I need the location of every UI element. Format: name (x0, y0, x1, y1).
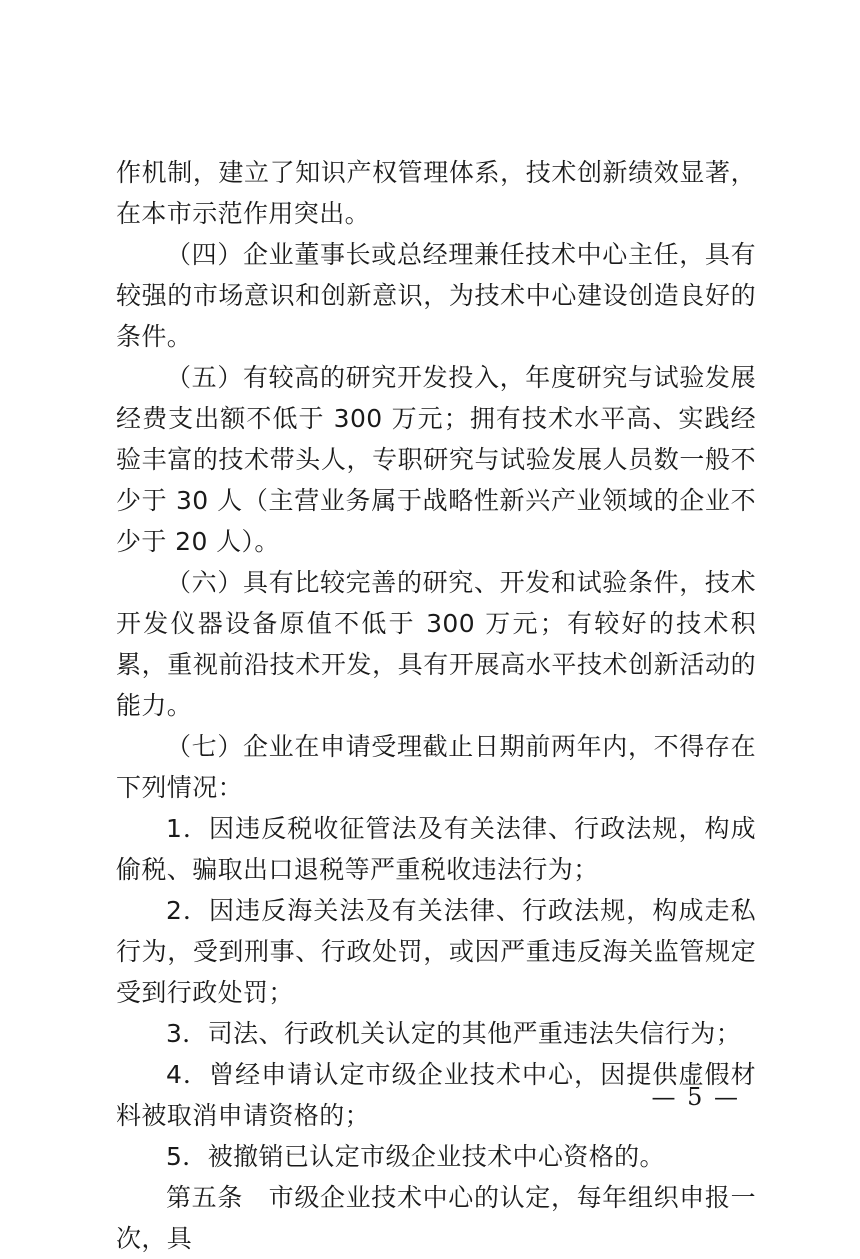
paragraph-item-six: （六）具有比较完善的研究、开发和试验条件，技术开发仪器设备原值不低于 300 万元；有较好的技术积累，重视前沿技术开发，具有开展高水平技术创新活动的能力。 (116, 568, 756, 720)
paragraph-item-five: （五）有较高的研究开发投入，年度研究与试验发展经费支出额不低于 300 万元；拥有技术水平高、实践经验丰富的技术带头人，专职研究与试验发展人员数一般不少于 30 人（主营业务属于战略性新兴产业领域的企业不少于 20 人）。 (116, 363, 756, 556)
list-item-3: 3．司法、行政机关认定的其他严重违法失信行为； (166, 1019, 742, 1048)
list-item-1: 1．因违反税收征管法及有关法律、行政法规，构成偷税、骗取出口退税等严重税收违法行为； (116, 814, 756, 884)
list-item-2: 2．因违反海关法及有关法律、行政法规，构成走私行为，受到刑事、行政处罚，或因严重违反海关监管规定受到行政处罚； (116, 896, 756, 1007)
list-item-4: 4．曾经申请认定市级企业技术中心，因提供虚假材料被取消申请资格的； (116, 1060, 756, 1130)
paragraph-continuation: 作机制，建立了知识产权管理体系，技术创新绩效显著，在本市示范作用突出。 (116, 158, 756, 228)
paragraph-item-seven: （七）企业在申请受理截止日期前两年内，不得存在下列情况： (116, 732, 756, 802)
paragraph-item-four: （四）企业董事长或总经理兼任技术中心主任，具有较强的市场意识和创新意识，为技术中心建设创造良好的条件。 (116, 240, 756, 351)
page-number: — 5 — (651, 1083, 740, 1111)
list-item-5: 5．被撤销已认定市级企业技术中心资格的。 (166, 1142, 665, 1171)
article-five-paragraph: 第五条 市级企业技术中心的认定，每年组织申报一次，具 (116, 1183, 756, 1253)
